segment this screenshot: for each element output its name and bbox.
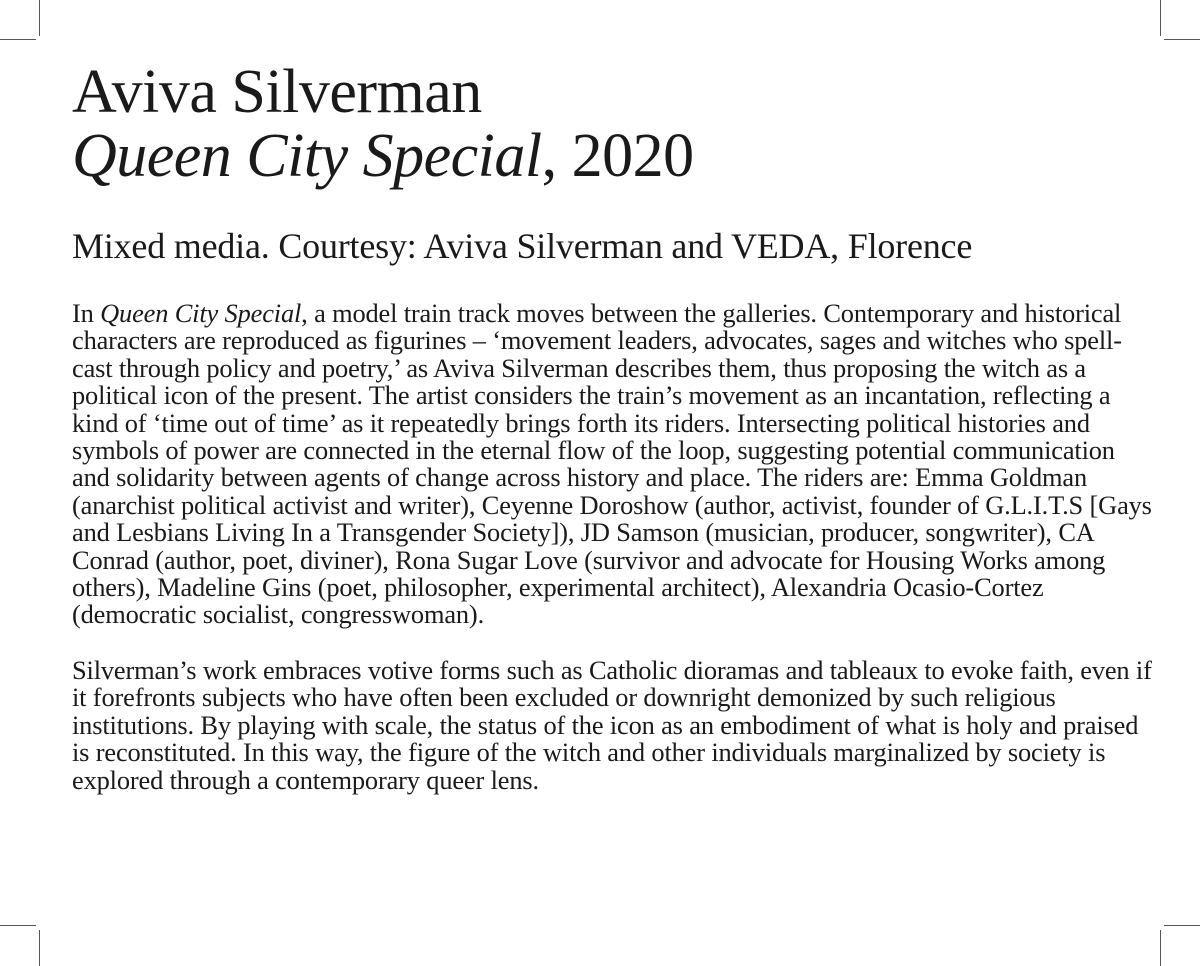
work-year-separator: , [541,122,572,190]
crop-mark-bottom-left-horizontal [0,925,36,926]
artist-name: Aviva Silverman [72,58,482,126]
paragraph-italic-title: Queen City Special [100,298,302,328]
paragraph-body: , a model train track moves between the galleries. Contemporary and historical characters are reproduced as figurines – ‘movement leaders, advocates, sages and witches who spell-cast through policy and poetry,’ as Aviva Silverman describes them, thus proposing the witch as a political icon of the present. The artist considers the train’s movement as an incantation, reflecting a kind of ‘time out of time’ as it repeatedly brings forth its riders. Intersecting political histories and symbols of power are connected in the eternal flow of the loop, suggesting potential communication and solidarity between agents of change across history and place. The riders are: Emma Goldman (anarchist political activist and writer), Ceyenne Doroshow (author, activist, founder of G.L.I.T.S [Gays and Lesbians Living In a Transgender Society]), JD Samson (musician, producer, songwriter), CA Conrad (author, poet, diviner), Rona Sugar Love (survivor and advocate for Housing Works among others), Madeline Gins (poet, philosopher, experimental architect), Alexandria Ocasio-Cortez (democratic socialist, congresswoman). [72,298,1152,630]
crop-mark-top-left-vertical [39,0,40,36]
work-year: 2020 [571,122,694,190]
description-paragraph-2: Silverman’s work embraces votive forms such as Catholic dioramas and tableaux to evoke faith, even if it forefronts subjects who have often been excluded or downright demonized by such religious institutions. By playing with scale, the status of the icon as an embodiment of what is holy and praised is reconstituted. In this way, the figure of the witch and other individuals marginalized by society is explored through a contemporary queer lens. [72,654,1152,795]
crop-mark-top-right-horizontal [1164,39,1200,40]
work-title-line [72,124,1152,188]
crop-mark-bottom-right-vertical [1160,930,1161,966]
crop-mark-top-left-horizontal [0,39,36,40]
crop-mark-bottom-left-vertical [39,930,40,966]
crop-mark-bottom-right-horizontal [1164,925,1200,926]
description-paragraph-1 [72,300,1152,629]
crop-mark-top-right-vertical [1160,0,1161,36]
paragraph-lead: In [72,298,101,328]
wall-label [72,60,1152,794]
medium-credit: Mixed media. Courtesy: Aviva Silverman and VEDA, Florence [72,226,973,266]
work-title: Queen City Special [72,122,542,190]
